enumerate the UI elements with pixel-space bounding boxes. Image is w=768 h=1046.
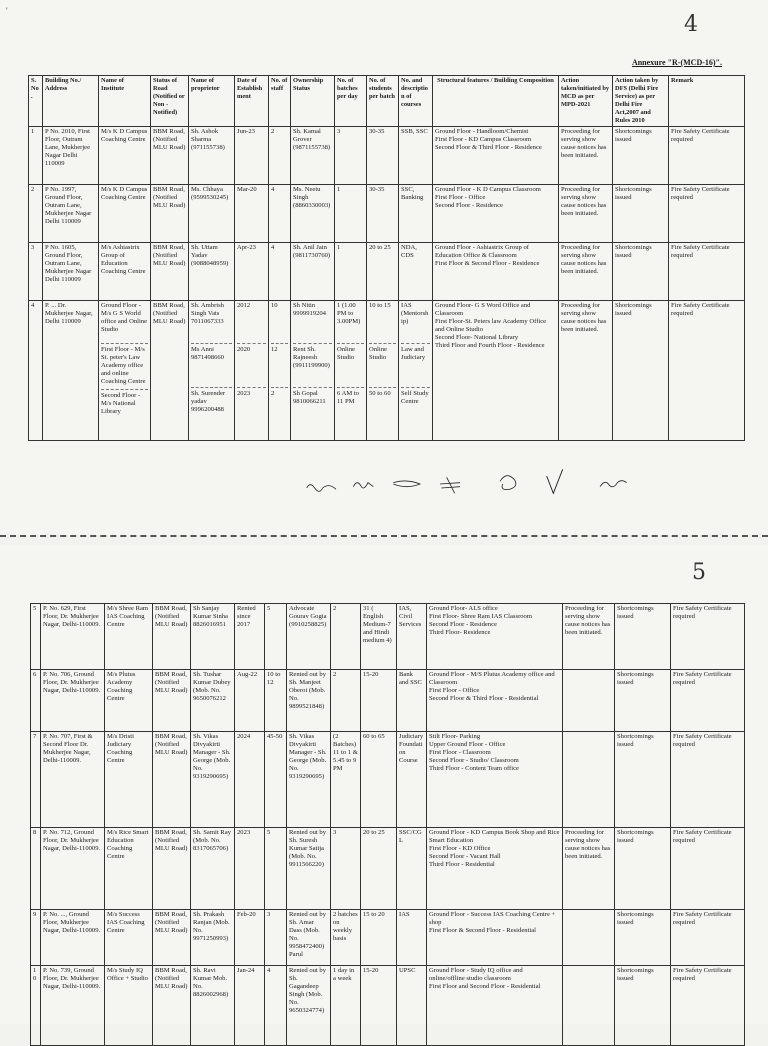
column-header: No. of staff bbox=[269, 76, 291, 127]
cell-mcd: Proceeding for serving show cause notices has been initiated. bbox=[559, 243, 613, 301]
cell-staff: 5 bbox=[265, 828, 287, 910]
entry: Sh. Ambrish Singh Vats 7011067333 bbox=[191, 302, 224, 325]
cell-courses: Judiciary Foundation Course bbox=[397, 732, 427, 828]
cell-remark bbox=[669, 301, 745, 441]
cell-remark: Fire Safety Certificate required bbox=[669, 185, 745, 243]
cell-remark: Fire Safety Certificate required bbox=[671, 732, 745, 828]
column-header: Action taken/initiated by MCD as per MPD-2021 bbox=[559, 76, 613, 127]
cell-remark: Fire Safety Certificate required bbox=[669, 127, 745, 185]
table-row bbox=[29, 301, 745, 441]
page-number-2: 5 bbox=[692, 560, 706, 585]
cell-staff: 4 bbox=[269, 185, 291, 243]
cell-institute: M/s Shree Ram IAS Coaching Centre bbox=[105, 604, 153, 670]
cell-dfs: Shortcomings issued bbox=[615, 604, 671, 670]
cell-sno: 8 bbox=[31, 828, 41, 910]
cell-courses: IAS, Civil Services bbox=[397, 604, 427, 670]
column-header: Remark bbox=[669, 76, 745, 127]
entry: Rent Sh. Rajneesh (9911199900) bbox=[293, 343, 332, 384]
entry: 2020 bbox=[237, 343, 266, 384]
column-header: Action taken by DFS (Delhi Fire Service) as per Delhi Fire Act,2007 and Rules 2010 bbox=[613, 76, 669, 127]
cell-dfs: Shortcomings issued bbox=[615, 732, 671, 828]
cell-dfs: Shortcomings issued bbox=[613, 127, 669, 185]
cell-structure: Ground Floor - Study IQ office and online/offline studio classroom First Floor and Second Floor - Residential bbox=[427, 966, 563, 1046]
cell-institute: M/s K D Campus Coaching Centre bbox=[99, 185, 151, 243]
cell-institute: M/s K D Campus Coaching Centre bbox=[99, 127, 151, 185]
column-header: Status of Road (Notified or Non - Notified) bbox=[151, 76, 189, 127]
cell-dfs: Shortcomings issued bbox=[613, 243, 669, 301]
cell-remark: Fire Safety Certificate required bbox=[669, 243, 745, 301]
cell-address: P No. 2010, First Floor, Outram Lane, Mukherjee Nagar Delhi 110009 bbox=[43, 127, 99, 185]
entry: P. ... Dr. Mukherjee Nagar, Delhi 110009 bbox=[45, 302, 93, 325]
cell-batches: 1 bbox=[335, 243, 367, 301]
cell-address: P No. 1997, Ground Floor, Outram Lane, Mukherjee Nagar Delhi 110009 bbox=[43, 185, 99, 243]
cell-batches: 3 bbox=[331, 828, 361, 910]
entry: Online Studio bbox=[369, 343, 396, 384]
entry: 1 (1.00 PM to 3.00PM) bbox=[337, 302, 361, 325]
entry: IAS (Mentorship) bbox=[401, 302, 429, 325]
cell-structure: Ground Floor - Success IAS Coaching Centre + shop First Floor & Second Floor - Residential bbox=[427, 910, 563, 966]
cell-address: P. No. 739, Ground Floor, Dr. Mukherjee Nagar, Delhi-110009. bbox=[41, 966, 105, 1046]
entry: Ms Anni 9871498660 bbox=[191, 343, 232, 384]
cell-date: Rented since 2017 bbox=[235, 604, 265, 670]
cell-dfs: Shortcomings issued bbox=[615, 670, 671, 732]
cell-date: Mar-20 bbox=[235, 185, 269, 243]
entry: 2023 bbox=[237, 387, 266, 428]
cell-road: BBM Road, (Notified MLU Road) bbox=[153, 910, 191, 966]
cell-road: BBM Road, (Notified MLU Road) bbox=[151, 127, 189, 185]
cell-sno: 9 bbox=[31, 910, 41, 966]
coaching-centres-table-page4 bbox=[28, 75, 745, 441]
table-row bbox=[31, 910, 745, 966]
cell-road: BBM Road, (Notified MLU Road) bbox=[153, 732, 191, 828]
cell-institute: M/s Rice Smart Education Coaching Centre bbox=[105, 828, 153, 910]
cell-date: 2023 bbox=[235, 828, 265, 910]
entry: 12 bbox=[271, 343, 288, 384]
cell-ownership: Rented out by Sh. Amar Dass (Mob. No. 9958472400) Parul bbox=[287, 910, 331, 966]
cell-students: 15 to 20 bbox=[361, 910, 397, 966]
cell-address: P. No. ..., Ground Floor, Mukherjee Nagar, Delhi-110009. bbox=[41, 910, 105, 966]
column-header: Structural features / Building Composition bbox=[433, 76, 559, 127]
cell-batches: 2 batches on weekly basis bbox=[331, 910, 361, 966]
cell-sno: 2 bbox=[29, 185, 43, 243]
column-header: No. of batches per day bbox=[335, 76, 367, 127]
cell-address: P. No. 629, First Floor, Dr. Mukherjee Nagar, Delhi-110009. bbox=[41, 604, 105, 670]
cell-structure: Ground Floor - M/S Plutus Academy office and Classroom First Floor - Office Second Floor & Third Floor - Residential bbox=[427, 670, 563, 732]
cell-courses: SSC, Banking bbox=[399, 185, 433, 243]
cell-batches: 2 bbox=[331, 670, 361, 732]
cell-mcd bbox=[563, 670, 615, 732]
cell-students: 30-35 bbox=[367, 127, 399, 185]
cell-courses: SSC/CGL bbox=[397, 828, 427, 910]
entry: Sh. Surender yadav 9996200488 bbox=[191, 387, 232, 428]
entry: 2012 bbox=[237, 302, 251, 309]
table-row bbox=[29, 127, 745, 185]
cell-road: BBM Road, (Notified MLU Road) bbox=[153, 966, 191, 1046]
entry: Ground Floor- G S Word Office and Classroom First Floor-St. Peters law Academy Office and Online Studio Second Floor- National Library Third Floor and Fourth Floor - Residence bbox=[435, 302, 547, 349]
column-header: Name of proprietor bbox=[189, 76, 235, 127]
cell-address: P. No. 707, First & Second Floor Dr. Mukherjee Nagar, Delhi-110009. bbox=[41, 732, 105, 828]
cell-proprietor: Sh Sanjay Kumar Sinha 8826016951 bbox=[191, 604, 235, 670]
cell-mcd bbox=[563, 732, 615, 828]
entry: 4 bbox=[31, 302, 35, 309]
cell-date: Aug-22 bbox=[235, 670, 265, 732]
cell-institute: M/s Ashiastrix Group of Education Coaching Centre bbox=[99, 243, 151, 301]
cell-structure: Stilt Floor- Parking Upper Ground Floor - Office First Floor - Classroom Second Floor - Studio/ Classroom Third Floor - Content Team office bbox=[427, 732, 563, 828]
cell-students: 60 to 65 bbox=[361, 732, 397, 828]
cell-batches: 1 bbox=[335, 185, 367, 243]
cell-institute: M/s Study IQ Office + Studio bbox=[105, 966, 153, 1046]
cell-structure bbox=[433, 301, 559, 441]
page-number: 4 bbox=[684, 12, 698, 37]
cell-proprietor bbox=[189, 301, 235, 441]
cell-students: 31 ( English Medium-7 and Hindi medium 4) bbox=[361, 604, 397, 670]
table-row bbox=[31, 732, 745, 828]
entry: 2 bbox=[271, 387, 288, 428]
entry: Ground Floor - M/s G S World office and Online Studio bbox=[101, 302, 148, 333]
entry: 50 to 60 bbox=[369, 387, 396, 428]
cell-structure: Ground Floor- ALS office First Floor- Shree Ram IAS Classroom Second Floor - Residence Third Floor- Residence bbox=[427, 604, 563, 670]
entry: 10 to 15 bbox=[369, 302, 391, 309]
cell-students: 15-20 bbox=[361, 966, 397, 1046]
cell-courses: Bank and SSC bbox=[397, 670, 427, 732]
cell-remark: Fire Safety Certificate required bbox=[671, 604, 745, 670]
cell-proprietor: Sh. Ravi Kumar Mob. No. 8826002968) bbox=[191, 966, 235, 1046]
cell-dfs: Shortcomings issued bbox=[615, 910, 671, 966]
cell-institute: M/s Dristi Judiciary Coaching Centre bbox=[105, 732, 153, 828]
cell-mcd: Proceeding for serving show cause notices has been initiated. bbox=[563, 828, 615, 910]
cell-sno: 5 bbox=[31, 604, 41, 670]
entry: Fire Safety Certificate required bbox=[671, 302, 730, 317]
cell-structure: Ground Floor - Ashiastrix Group of Education Office & Classroom First Floor & Second Floor - Residence bbox=[433, 243, 559, 301]
cell-structure: Ground Floor - K D Campus Classroom First Floor - Office Second Floor - Residence bbox=[433, 185, 559, 243]
page-5 bbox=[0, 545, 768, 1024]
cell-batches: (2 Batches) 11 to 1 & 5.45 to 9 PM bbox=[331, 732, 361, 828]
cell-road: BBM Road, (Notified MLU Road) bbox=[153, 670, 191, 732]
cell-mcd: Proceeding for serving show cause notices has been initiated. bbox=[559, 127, 613, 185]
table-header-row bbox=[29, 76, 745, 127]
cell-mcd: Proceeding for serving show cause notices has been initiated. bbox=[563, 604, 615, 670]
cell-road: BBM Road, (Notified MLU Road) bbox=[151, 243, 189, 301]
cell-sno: 10 bbox=[31, 966, 41, 1046]
cell-sno bbox=[29, 301, 43, 441]
cell-batches: 1 day in a week bbox=[331, 966, 361, 1046]
column-header: Date of Establishment bbox=[235, 76, 269, 127]
cell-date bbox=[235, 301, 269, 441]
cell-mcd: Proceeding for serving show cause notices has been initiated. bbox=[559, 185, 613, 243]
cell-dfs bbox=[613, 301, 669, 441]
entry: Sh Nitin 9999919204 bbox=[293, 302, 326, 317]
cell-students: 15-20 bbox=[361, 670, 397, 732]
table-row bbox=[31, 828, 745, 910]
table-row bbox=[31, 966, 745, 1046]
cell-dfs: Shortcomings issued bbox=[615, 828, 671, 910]
cell-proprietor: Sh. Tushar Kumar Dubey (Mob. No. 9650076212 bbox=[191, 670, 235, 732]
cell-mcd bbox=[559, 301, 613, 441]
column-header: S. No. bbox=[29, 76, 43, 127]
cell-remark: Fire Safety Certificate required bbox=[671, 910, 745, 966]
column-header: No. of students per batch bbox=[367, 76, 399, 127]
cell-institute: M/s Plutus Academy Coaching Centre bbox=[105, 670, 153, 732]
cell-staff: 45-50 bbox=[265, 732, 287, 828]
cell-address: P. No. 712, Ground Floor, Dr. Mukherjee Nagar, Delhi-110009. bbox=[41, 828, 105, 910]
cell-date: Jun-23 bbox=[235, 127, 269, 185]
cell-ownership bbox=[291, 301, 335, 441]
cell-sno: 6 bbox=[31, 670, 41, 732]
cell-students: 30-35 bbox=[367, 185, 399, 243]
cell-ownership: Ms. Neetu Singh (8860330003) bbox=[291, 185, 335, 243]
cell-courses: NDA, CDS bbox=[399, 243, 433, 301]
corner-mark: ' bbox=[6, 6, 8, 16]
coaching-centres-table-page5 bbox=[30, 603, 745, 1046]
cell-proprietor: Sh. Samit Ray (Mob. No. 8317065706) bbox=[191, 828, 235, 910]
cell-institute bbox=[99, 301, 151, 441]
entry: Shortcomings issued bbox=[615, 302, 652, 317]
cell-ownership: Advocate Gourav Gogia (9910258825) bbox=[287, 604, 331, 670]
cell-courses: IAS bbox=[397, 910, 427, 966]
cell-courses bbox=[399, 301, 433, 441]
page-separator bbox=[0, 535, 768, 537]
cell-staff bbox=[269, 301, 291, 441]
cell-date: Jan-24 bbox=[235, 966, 265, 1046]
cell-remark: Fire Safety Certificate required bbox=[671, 828, 745, 910]
cell-staff: 10 to 12 bbox=[265, 670, 287, 732]
cell-ownership: Sh. Anil Jain (9811730760) bbox=[291, 243, 335, 301]
cell-ownership: Rented out by Sh. Manjeet Oberoi (Mob. No. 9899521848) bbox=[287, 670, 331, 732]
cell-students bbox=[367, 301, 399, 441]
cell-ownership: Rented out by Sh. Suresh Kumar Satija (Mob. No. 9911566220) bbox=[287, 828, 331, 910]
cell-structure: Ground Floor - Handloom/Chemist First Floor - KD Campus Classroom Second Floor & Third Floor - Residence bbox=[433, 127, 559, 185]
cell-proprietor: Sh. Ashok Sharma (971155738) bbox=[189, 127, 235, 185]
annexure-label: Annexure "R-(MCD-16)". bbox=[631, 58, 722, 67]
table-row bbox=[29, 185, 745, 243]
cell-mcd bbox=[563, 966, 615, 1046]
column-header: Ownership Status bbox=[291, 76, 335, 127]
cell-remark: Fire Safety Certificate required bbox=[671, 670, 745, 732]
table-row bbox=[31, 604, 745, 670]
entry: 10 bbox=[271, 302, 278, 309]
cell-road bbox=[151, 301, 189, 441]
cell-road: BBM Road, (Notified MLU Road) bbox=[153, 828, 191, 910]
cell-staff: 4 bbox=[265, 966, 287, 1046]
cell-date: Apr-23 bbox=[235, 243, 269, 301]
cell-address: P No. 1605, Ground Floor, Outram Lane, Mukherjee Nagar Delhi 110009 bbox=[43, 243, 99, 301]
cell-road: BBM Road, (Notified MLU Road) bbox=[153, 604, 191, 670]
entry: Law and Judiciary bbox=[401, 343, 430, 384]
entry: Proceeding for serving show cause notices has been initiated. bbox=[561, 302, 607, 333]
cell-batches: 2 bbox=[331, 604, 361, 670]
cell-proprietor: Sh. Uttam Yadav (9088048959) bbox=[189, 243, 235, 301]
cell-institute: M/s Success IAS Coaching Centre bbox=[105, 910, 153, 966]
cell-sno: 3 bbox=[29, 243, 43, 301]
cell-sno: 7 bbox=[31, 732, 41, 828]
cell-students: 20 to 25 bbox=[361, 828, 397, 910]
cell-remark: Fire Safety Certificate required bbox=[671, 966, 745, 1046]
cell-sno: 1 bbox=[29, 127, 43, 185]
cell-dfs: Shortcomings issued bbox=[613, 185, 669, 243]
cell-dfs: Shortcomings issued bbox=[615, 966, 671, 1046]
column-header: Building No./ Address bbox=[43, 76, 99, 127]
cell-mcd bbox=[563, 910, 615, 966]
cell-date: Feb-20 bbox=[235, 910, 265, 966]
cell-proprietor: Ms. Chhaya (9599530245) bbox=[189, 185, 235, 243]
column-header: Name of Institute bbox=[99, 76, 151, 127]
entry: Self Study Centre bbox=[401, 387, 430, 428]
cell-road: BBM Road, (Notified MLU Road) bbox=[151, 185, 189, 243]
cell-courses: SSB, SSC bbox=[399, 127, 433, 185]
signatures bbox=[200, 468, 760, 508]
cell-staff: 4 bbox=[269, 243, 291, 301]
cell-batches: 3 bbox=[335, 127, 367, 185]
cell-students: 20 to 25 bbox=[367, 243, 399, 301]
entry: 6 AM to 11 PM bbox=[337, 387, 364, 428]
cell-address: P. No. 706, Ground Floor, Dr. Mukherjee Nagar, Delhi-110009. bbox=[41, 670, 105, 732]
cell-structure: Ground Floor - KD Campus Book Shop and Rice Smart Education First Floor - KD Office Second Floor - Vacant Hall Third Floor - Residential bbox=[427, 828, 563, 910]
cell-proprietor: Sh. Prakash Ranjan (Mob. No. 9971250993) bbox=[191, 910, 235, 966]
cell-address bbox=[43, 301, 99, 441]
cell-staff: 3 bbox=[265, 910, 287, 966]
cell-ownership: Sh. Vikas Divyakirti Manager - Sh. George (Mob. No. 9319290695) bbox=[287, 732, 331, 828]
table-row bbox=[31, 670, 745, 732]
entry: BBM Road, (Notified MLU Road) bbox=[153, 302, 186, 325]
cell-date: 2024 bbox=[235, 732, 265, 828]
column-header: No. and description of courses bbox=[399, 76, 433, 127]
entry: First Floor - M/s St. peter's Law Academy office and online Coaching Centre bbox=[101, 343, 148, 386]
table-row bbox=[29, 243, 745, 301]
entry: Online Studio bbox=[337, 343, 364, 384]
cell-ownership: Sh. Kamal Grover (9871155738) bbox=[291, 127, 335, 185]
cell-staff: 2 bbox=[269, 127, 291, 185]
cell-staff: 5 bbox=[265, 604, 287, 670]
cell-courses: UPSC bbox=[397, 966, 427, 1046]
entry: Sh Gopal 9810066211 bbox=[293, 387, 332, 428]
entry: Second Floor - M/s National Library bbox=[101, 389, 148, 430]
cell-ownership: Rented out by Sh. Gagandeep Singh (Mob. No. 9650324774) bbox=[287, 966, 331, 1046]
cell-batches bbox=[335, 301, 367, 441]
cell-proprietor: Sh. Vikas Divyakirti Manager - Sh. George (Mob. No. 9319290695) bbox=[191, 732, 235, 828]
